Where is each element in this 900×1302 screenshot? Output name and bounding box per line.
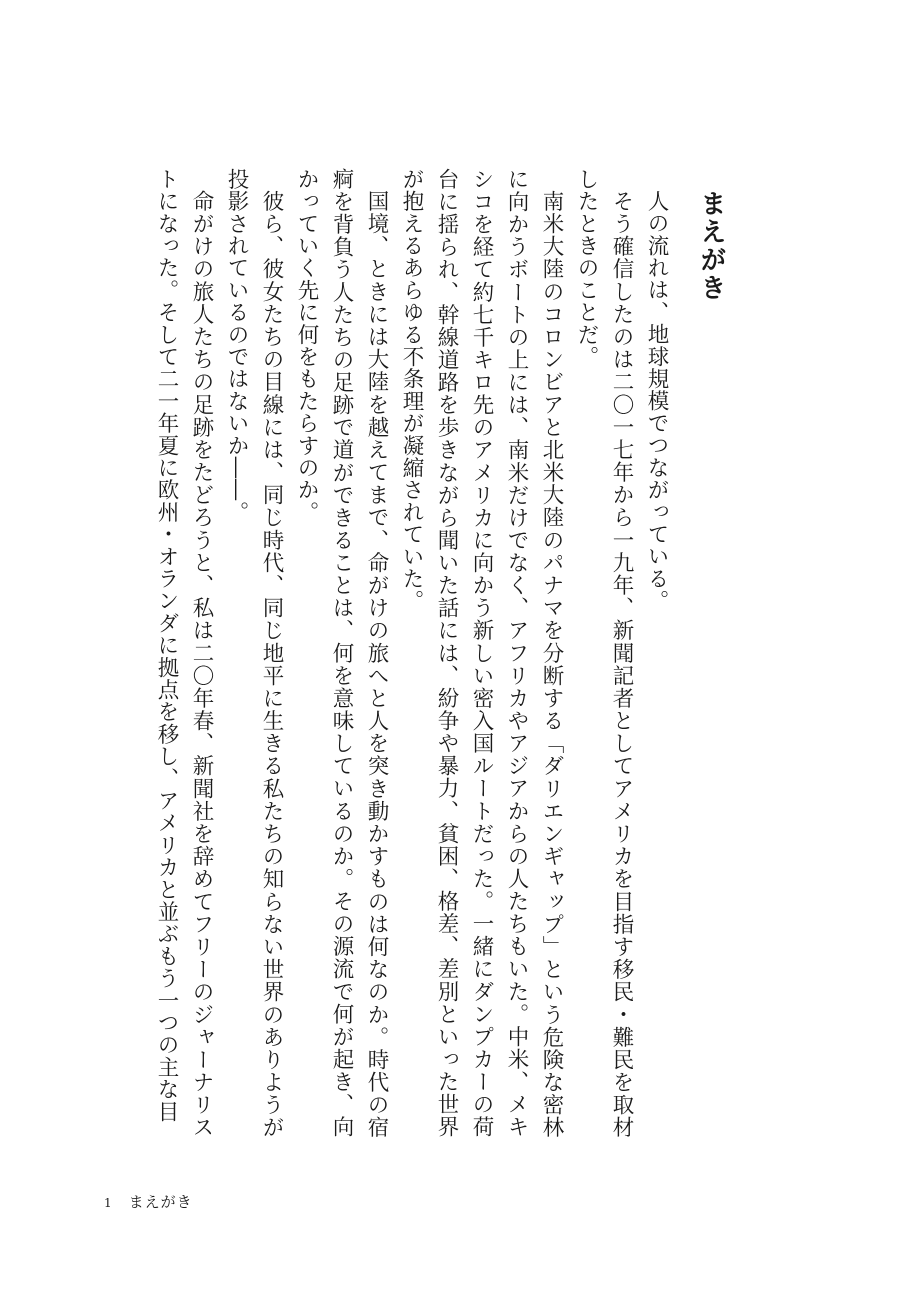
page-footer <box>104 1192 193 1213</box>
paragraph: 南米大陸のコロンビアと北米大陸のパナマを分断する「ダリエンギャップ」という危険な密林に向かうボートの上には、南米だけでなく、アフリカやアジアからの人たちもいた。中米、メキシコを経て約七千キロ先のアメリカに向かう新しい密入国ルートだった。一緒にダンプカーの荷台に揺られ、幹線道路を歩きながら聞いた話には、紛争や暴力、貧困、格差、差別といった世界が抱えるあらゆる不条理が凝縮されていた。 <box>399 168 564 1138</box>
paragraph: 命がけの旅人たちの足跡をたどろうと、私は二〇年春、新聞社を辞めてフリーのジャーナリストになった。そして二一年夏に欧州・オランダに拠点を移し、アメリカと並ぶもう一つの主な目 <box>154 168 214 1138</box>
paragraph: そう確信したのは二〇一七年から一九年、新聞記者としてアメリカを目指す移民・難民を取材したときのことだ。 <box>574 168 634 1138</box>
paragraph: 国境、ときには大陸を越えてまで、命がけの旅へと人を突き動かすものは何なのか。時代の宿痾を背負う人たちの足跡で道ができることは、何を意味しているのか。その源流で何が起き、向かっていく先に何をもたらすのか。 <box>294 168 389 1138</box>
body-text <box>74 168 674 1138</box>
page-number: 1 <box>104 1196 113 1210</box>
running-head: まえがき <box>128 1193 193 1211</box>
chapter-title: まえがき <box>696 190 726 302</box>
paragraph: 彼ら、彼女たちの目線には、同じ時代、同じ地平に生きる私たちの知らない世界のありようが投影されているのではないか――。 <box>224 168 284 1138</box>
paragraph: 人の流れは、地球規模でつながっている。 <box>644 189 669 612</box>
